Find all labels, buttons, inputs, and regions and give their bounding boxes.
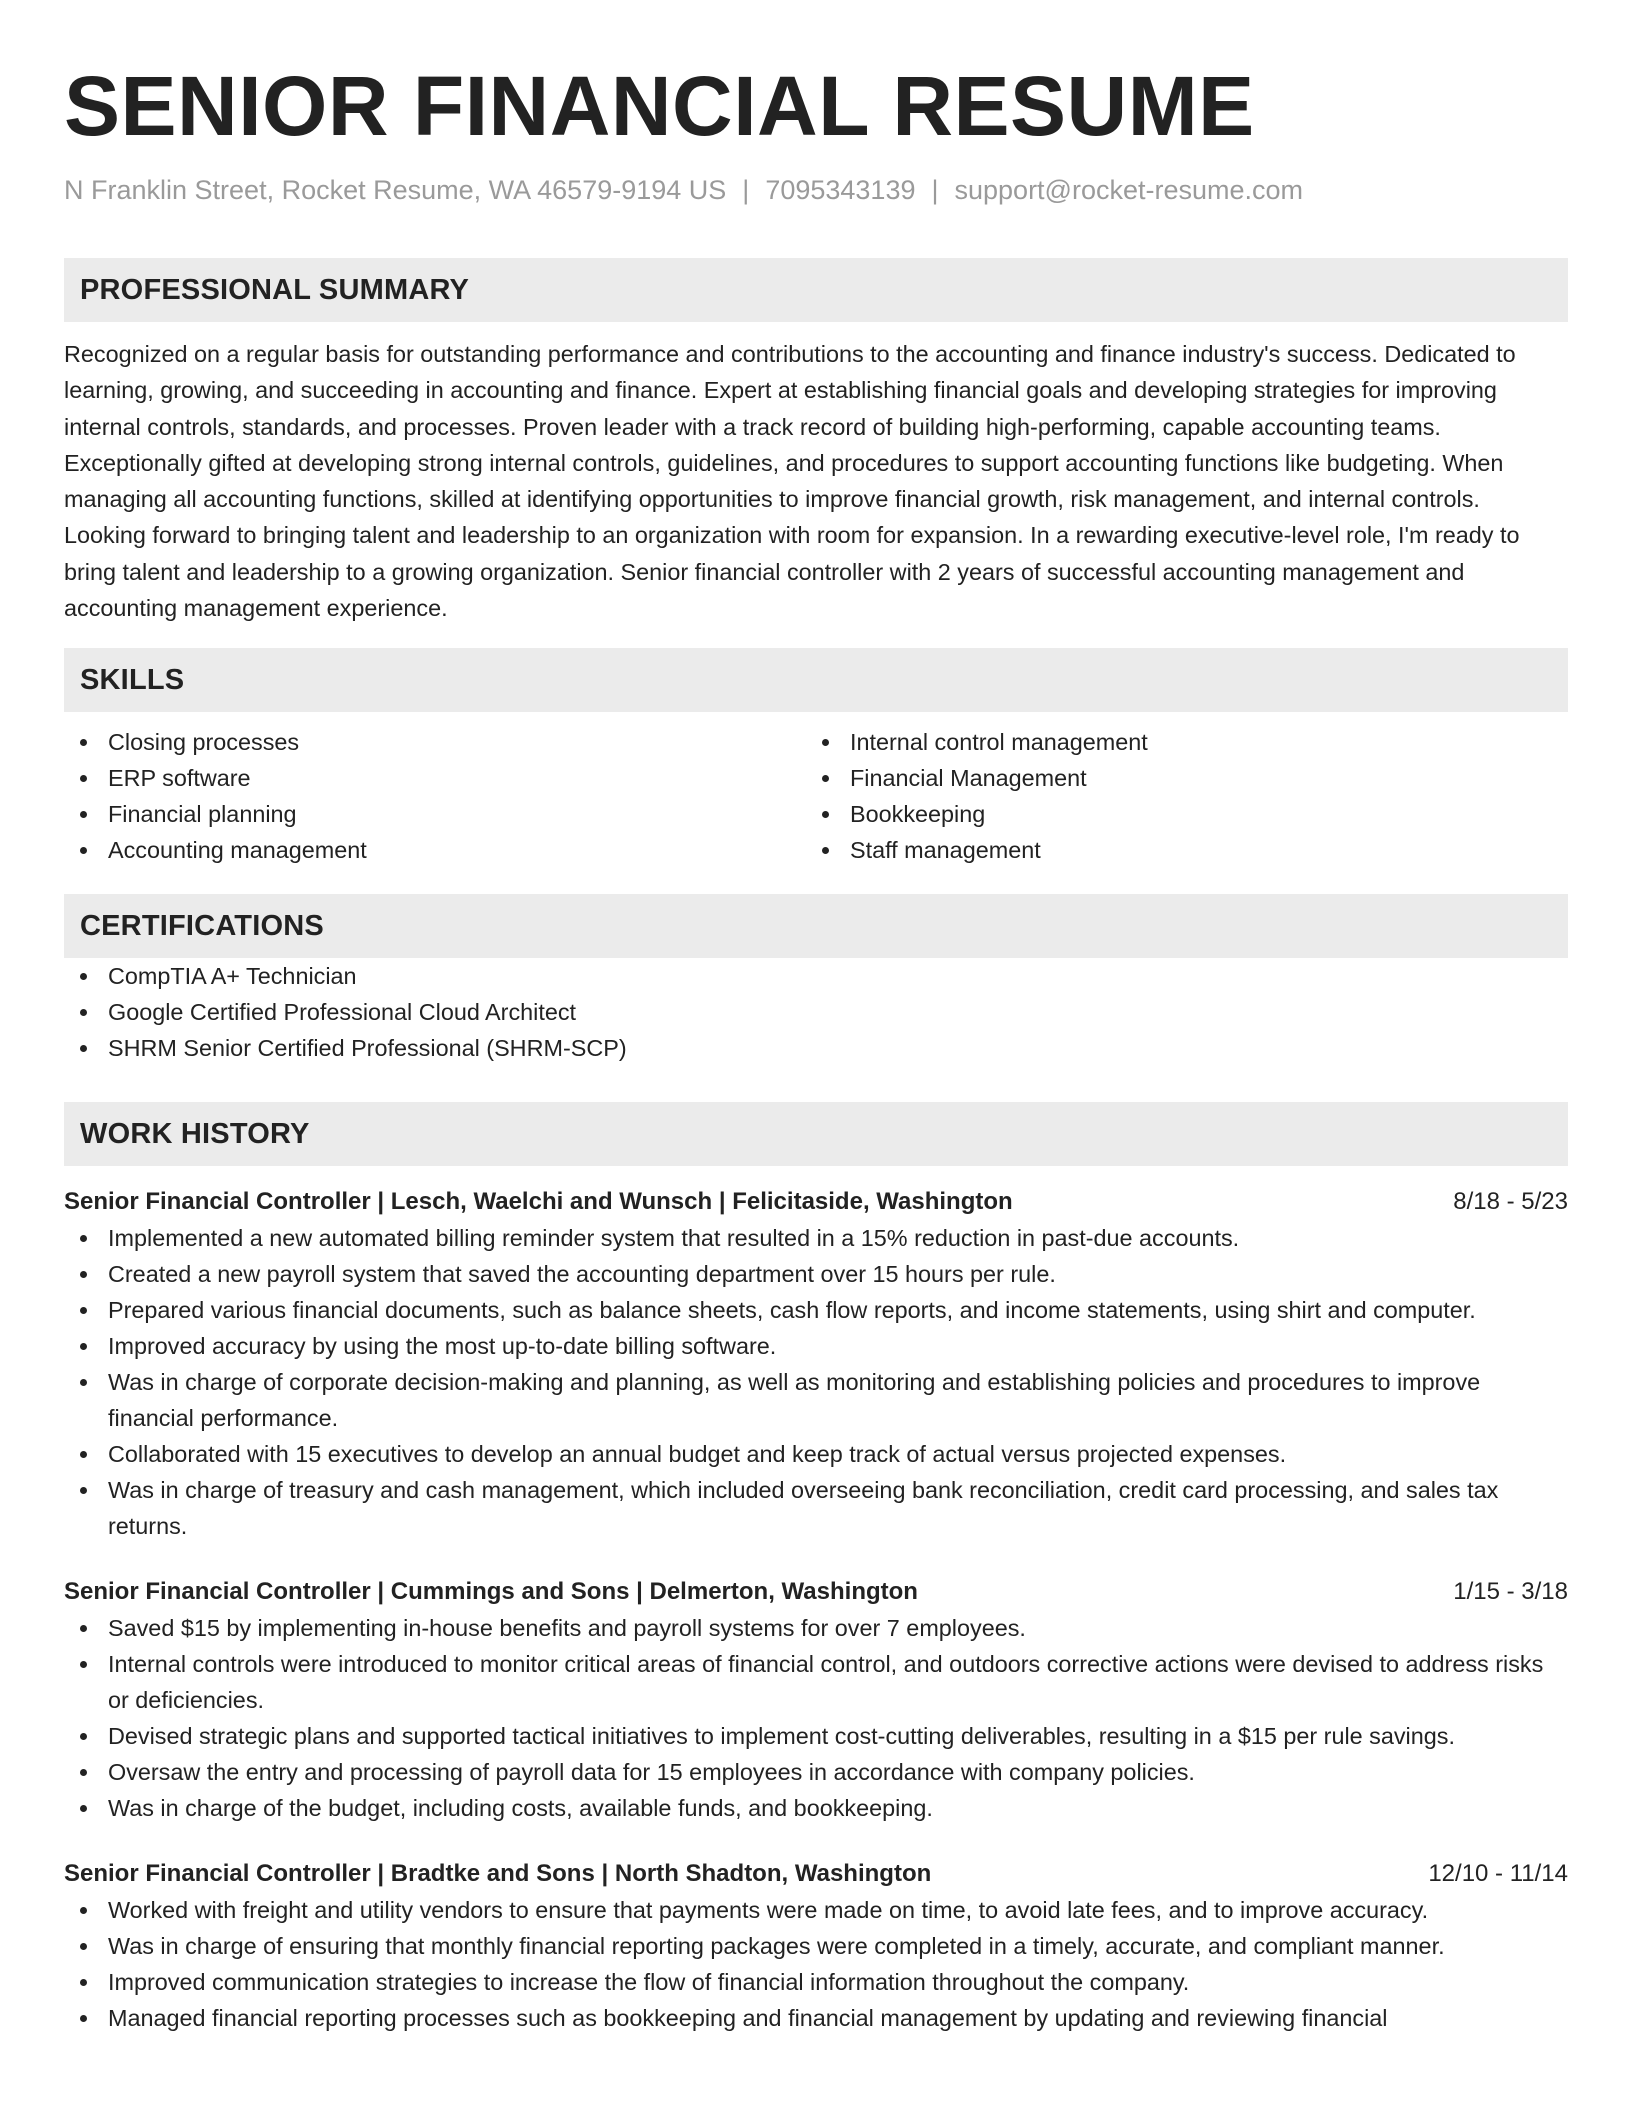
skill-item: Internal control management xyxy=(806,724,1548,760)
job-title: Senior Financial Controller | Cummings and Sons | Delmerton, Washington xyxy=(64,1578,918,1606)
job-entry xyxy=(64,1184,1568,1544)
summary-text: Recognized on a regular basis for outstanding performance and contributions to the accounting and finance industry's success. Dedicated to learning, growing, and succeeding in accounting and finance. Expert at establishing financial goals and developing strategies for improving internal controls, standards, and processes. Proven leader with a track record of building high-performing, capable accounting teams. Exceptionally gifted at developing strong internal controls, guidelines, and procedures to support accounting functions like budgeting. When managing all accounting functions, skilled at identifying opportunities to improve financial growth, risk management, and internal controls. Looking forward to bringing talent and leadership to an organization with room for expansion. In a rewarding executive-level role, I'm ready to bring talent and leadership to a growing organization. Senior financial controller with 2 years of successful accounting management and accounting management experience. xyxy=(64,341,1520,622)
skills-column-right xyxy=(806,724,1548,868)
job-bullet-list xyxy=(64,1220,1568,1544)
job-title: Senior Financial Controller | Lesch, Waelchi and Wunsch | Felicitaside, Washington xyxy=(64,1188,1013,1216)
skills-section xyxy=(64,648,1568,868)
job-bullet: Oversaw the entry and processing of payroll data for 15 employees in accordance with company policies. xyxy=(64,1754,1568,1790)
skill-item: Staff management xyxy=(806,832,1548,868)
contact-email: support@rocket-resume.com xyxy=(954,175,1304,205)
certification-item: Google Certified Professional Cloud Architect xyxy=(64,994,1568,1030)
skills-grid xyxy=(64,724,1568,868)
contact-address: N Franklin Street, Rocket Resume, WA 46579-9194 US xyxy=(64,175,727,205)
contact-line xyxy=(64,172,1568,208)
skill-item: Accounting management xyxy=(64,832,806,868)
contact-phone: 7095343139 xyxy=(765,175,916,205)
job-bullet: Improved communication strategies to increase the flow of financial information throughout the company. xyxy=(64,1964,1568,2000)
job-bullet: Managed financial reporting processes such as bookkeeping and financial management by updating and reviewing financial xyxy=(64,2000,1568,2036)
job-bullet: Saved $15 by implementing in-house benefits and payroll systems for over 7 employees. xyxy=(64,1610,1568,1646)
resume-title: SENIOR FINANCIAL RESUME xyxy=(64,59,1255,153)
certifications-list xyxy=(64,958,1568,1066)
job-title: Senior Financial Controller | Bradtke and Sons | North Shadton, Washington xyxy=(64,1860,932,1888)
job-bullet: Implemented a new automated billing reminder system that resulted in a 15% reduction in past-due accounts. xyxy=(64,1220,1568,1256)
job-dates: 1/15 - 3/18 xyxy=(1453,1578,1568,1606)
skill-item: Financial planning xyxy=(64,796,806,832)
skills-list-right xyxy=(806,724,1548,868)
job-bullet: Was in charge of treasury and cash management, which included overseeing bank reconciliation, credit card processing, and sales tax returns. xyxy=(64,1472,1568,1544)
skills-heading: SKILLS xyxy=(64,648,1568,712)
certification-item: SHRM Senior Certified Professional (SHRM-SCP) xyxy=(64,1030,1568,1066)
skill-item: Financial Management xyxy=(806,760,1548,796)
job-bullet: Collaborated with 15 executives to develop an annual budget and keep track of actual versus projected expenses. xyxy=(64,1436,1568,1472)
job-bullet: Created a new payroll system that saved the accounting department over 15 hours per rule. xyxy=(64,1256,1568,1292)
job-bullet: Internal controls were introduced to monitor critical areas of financial control, and outdoors corrective actions were devised to address risks or deficiencies. xyxy=(64,1646,1568,1718)
job-dates: 12/10 - 11/14 xyxy=(1428,1860,1568,1888)
job-bullet-list xyxy=(64,1892,1568,2036)
skills-list-left xyxy=(64,724,806,868)
job-bullet: Was in charge of ensuring that monthly financial reporting packages were completed in a timely, accurate, and compliant manner. xyxy=(64,1928,1568,1964)
job-bullet-list xyxy=(64,1610,1568,1826)
job-bullet: Worked with freight and utility vendors to ensure that payments were made on time, to avoid late fees, and to improve accuracy. xyxy=(64,1892,1568,1928)
job-dates: 8/18 - 5/23 xyxy=(1453,1188,1568,1216)
summary-heading: PROFESSIONAL SUMMARY xyxy=(64,258,1568,322)
contact-separator: | xyxy=(931,175,939,205)
skill-item: Closing processes xyxy=(64,724,806,760)
job-header xyxy=(64,1184,1568,1220)
skills-column-left xyxy=(64,724,806,868)
certification-item: CompTIA A+ Technician xyxy=(64,958,1568,994)
work-history-heading: WORK HISTORY xyxy=(64,1102,1568,1166)
job-header xyxy=(64,1574,1568,1610)
skill-item: Bookkeeping xyxy=(806,796,1548,832)
work-history-section xyxy=(64,1102,1568,2036)
job-bullet: Improved accuracy by using the most up-to-date billing software. xyxy=(64,1328,1568,1364)
job-bullet: Prepared various financial documents, such as balance sheets, cash flow reports, and income statements, using shirt and computer. xyxy=(64,1292,1568,1328)
job-header xyxy=(64,1856,1568,1892)
summary-section xyxy=(64,258,1568,626)
job-entry xyxy=(64,1856,1568,2036)
job-entry xyxy=(64,1574,1568,1826)
job-bullet: Devised strategic plans and supported tactical initiatives to implement cost-cutting deliverables, resulting in a $15 per rule savings. xyxy=(64,1718,1568,1754)
certifications-heading: CERTIFICATIONS xyxy=(64,894,1568,958)
job-bullet: Was in charge of corporate decision-making and planning, as well as monitoring and establishing policies and procedures to improve financial performance. xyxy=(64,1364,1568,1436)
skill-item: ERP software xyxy=(64,760,806,796)
contact-separator: | xyxy=(742,175,750,205)
job-bullet: Was in charge of the budget, including costs, available funds, and bookkeeping. xyxy=(64,1790,1568,1826)
certifications-section xyxy=(64,894,1568,1066)
